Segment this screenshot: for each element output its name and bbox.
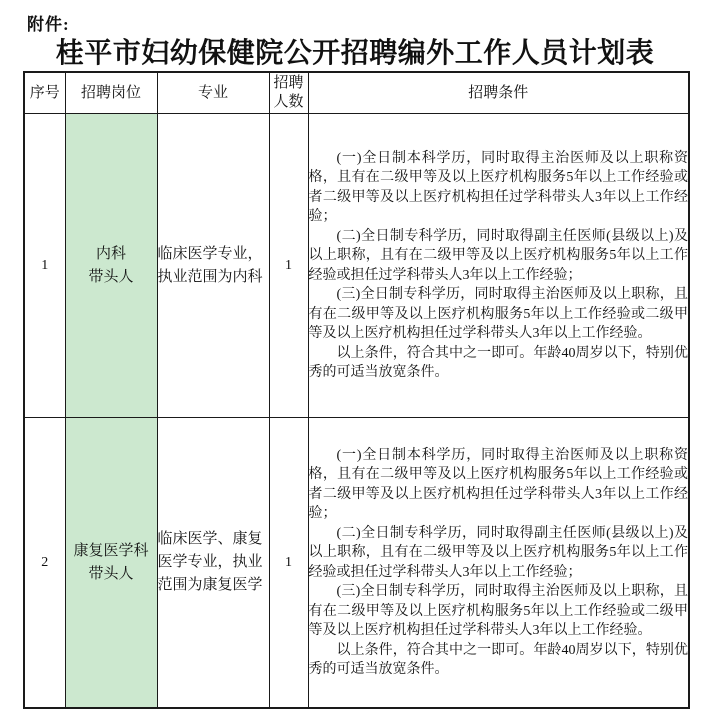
count-cell: 1 xyxy=(269,418,308,709)
header-cell-position: 招聘岗位 xyxy=(65,72,157,114)
header-cell-count: 招聘人数 xyxy=(269,72,308,114)
condition-paragraph: 以上条件，符合其中之一即可。年龄40周岁以下，特别优秀的可适当放宽条件。 xyxy=(308,642,688,677)
header-cell-major: 专业 xyxy=(157,72,269,114)
serial-cell: 2 xyxy=(24,418,65,709)
table-header-row xyxy=(24,72,689,114)
condition-paragraph: (一)全日制本科学历，同时取得主治医师及以上职称资格，且有在二级甲等及以上医疗机构服务5年以上工作经验或者二级甲等及以上医疗机构担任过学科带头人3年以上工作经验； xyxy=(308,150,688,224)
condition-paragraph: (三)全日制专科学历，同时取得主治医师及以上职称，且有在二级甲等及以上医疗机构服务5年以上工作经验或二级甲等及以上医疗机构担任过学科带头人3年以上工作经验。 xyxy=(308,584,688,638)
condition-paragraph: (二)全日制专科学历，同时取得副主任医师(县级以上)及以上职称，且有在二级甲等及以上医疗机构服务5年以上工作经验或担任过学科带头人3年以上工作经验； xyxy=(308,525,688,580)
position-cell xyxy=(65,418,157,709)
position-line: 带头人 xyxy=(88,565,134,582)
serial-cell: 1 xyxy=(24,114,65,418)
condition-paragraph: (一)全日制本科学历，同时取得主治医师及以上职称资格，且有在二级甲等及以上医疗机构服务5年以上工作经验或者二级甲等及以上医疗机构担任过学科带头人3年以上工作经验； xyxy=(308,447,688,521)
position-line: 内科 xyxy=(95,245,126,262)
condition-paragraph: (二)全日制专科学历，同时取得副主任医师(县级以上)及以上职称，且有在二级甲等及以上医疗机构服务5年以上工作经验或担任过学科带头人3年以上工作经验； xyxy=(308,228,688,283)
page-title: 桂平市妇幼保健院公开招聘编外工作人员计划表 xyxy=(55,38,655,69)
position-cell xyxy=(65,114,157,418)
attachment-label: 附件: xyxy=(27,15,70,34)
count-cell: 1 xyxy=(269,114,308,418)
table-row-2 xyxy=(24,418,689,709)
conditions-cell xyxy=(308,418,689,709)
condition-paragraph: 以上条件，符合其中之一即可。年龄40周岁以下，特别优秀的可适当放宽条件。 xyxy=(308,345,688,380)
major-cell: 临床医学专业，执业范围为内科 xyxy=(157,114,269,418)
major-cell: 临床医学、康复医学专业，执业范围为康复医学 xyxy=(157,418,269,709)
condition-paragraph: (三)全日制专科学历，同时取得主治医师及以上职称，且有在二级甲等及以上医疗机构服务5年以上工作经验或二级甲等及以上医疗机构担任过学科带头人3年以上工作经验。 xyxy=(308,287,688,341)
conditions-cell xyxy=(308,114,689,418)
table-row-1 xyxy=(24,114,689,418)
recruitment-table xyxy=(23,71,690,709)
header-cell-no: 序号 xyxy=(24,72,65,114)
header-cell-conditions: 招聘条件 xyxy=(308,72,689,114)
position-line: 康复医学科 xyxy=(73,542,149,559)
position-line: 带头人 xyxy=(88,268,134,285)
